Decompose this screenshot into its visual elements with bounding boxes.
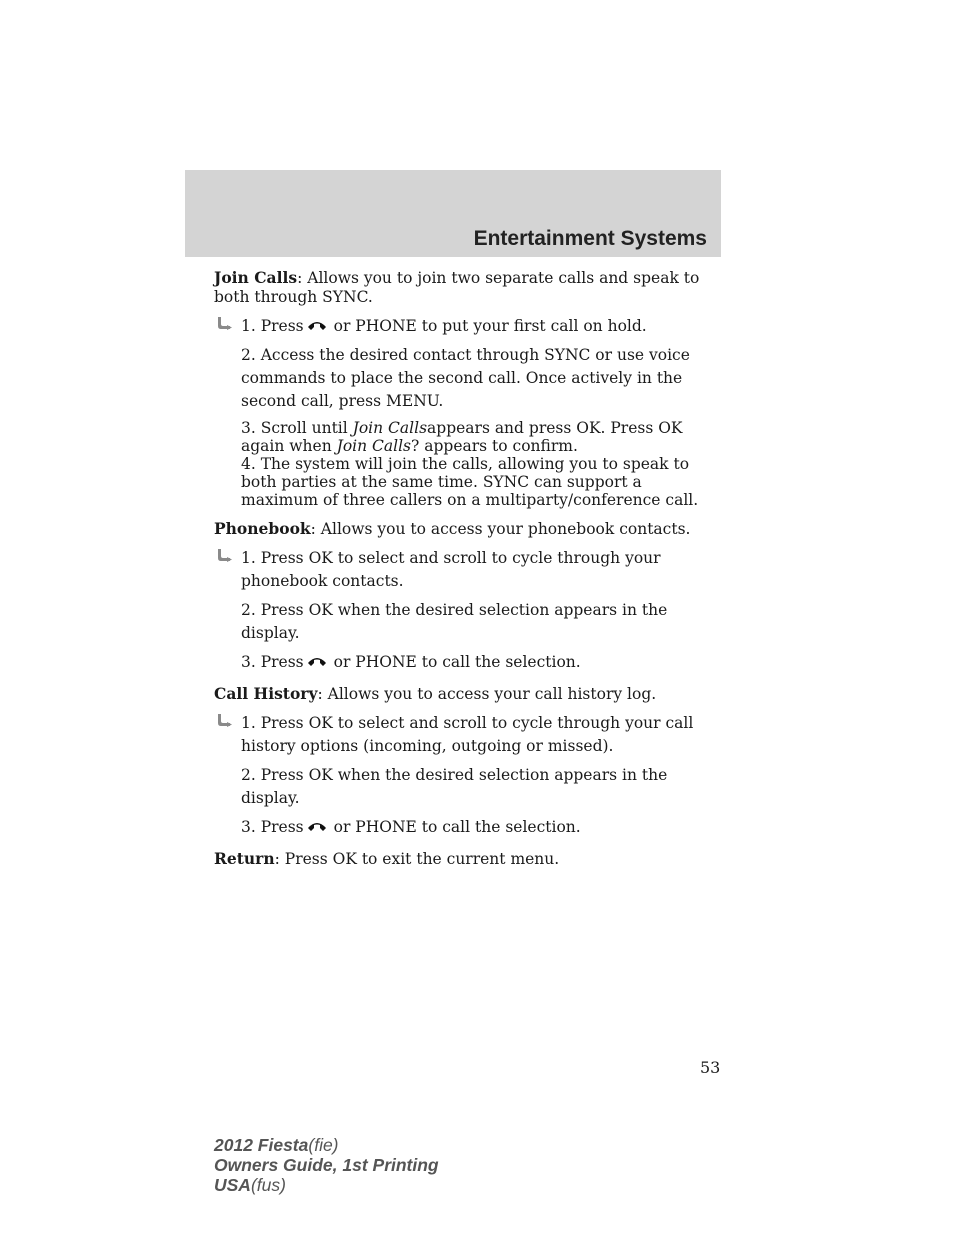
join-calls-step-3: 3. Scroll until Join Callsappears and press OK. Press OK again when Join Calls? appears to confirm. [241,419,683,455]
phone-icon [306,318,328,332]
page-content [214,268,714,875]
call-history-definition [214,684,714,704]
pointing-hand-icon [216,713,233,729]
phonebook-step-1: 1. Press OK to select and scroll to cycle through your phonebook contacts. [241,549,661,590]
footer-line-model: 2012 Fiesta(fie) [214,1135,339,1155]
return-definition [214,849,714,869]
call-history-steps [214,712,714,839]
phonebook-step-3: 3. Press or PHONE to call the selection. [241,653,581,671]
phonebook-term: Phonebook [214,519,311,538]
join-calls-step-4: 4. The system will join the calls, allowing you to speak to both parties at the same time. SYNC can support a maximum of three callers on a multiparty/conference call. [241,455,699,509]
join-calls-desc: : Allows you to join two separate calls and speak to both through SYNC. [214,269,700,306]
section-header-band [185,170,721,257]
join-calls-step-1: 1. Press or PHONE to put your first call on hold. [241,317,647,335]
phonebook-steps [214,547,714,674]
footer-line-market: USA(fus) [214,1175,286,1195]
call-history-step-3: 3. Press or PHONE to call the selection. [241,818,581,836]
pointing-hand-icon [216,316,233,332]
join-calls-definition [214,268,714,307]
pointing-hand-icon [216,548,233,564]
return-term: Return [214,849,275,868]
call-history-term: Call History [214,684,318,703]
phonebook-step-2: 2. Press OK when the desired selection appears in the display. [241,601,668,642]
call-history-step-1: 1. Press OK to select and scroll to cycle through your call history options (incoming, outgoing or missed). [241,714,694,755]
join-calls-term: Join Calls [214,268,298,287]
phone-icon [306,654,328,668]
phonebook-desc: : Allows you to access your phonebook contacts. [310,520,691,538]
phonebook-definition [214,519,714,539]
call-history-desc: : Allows you to access your call history log. [317,685,657,703]
page-number: 53 [700,1058,721,1077]
return-desc: : Press OK to exit the current menu. [274,850,560,868]
call-history-step-2: 2. Press OK when the desired selection appears in the display. [241,766,668,807]
join-calls-steps [214,315,714,509]
phone-icon [306,819,328,833]
section-title: Entertainment Systems [473,227,707,250]
document-footer [214,1135,439,1195]
footer-line-guide: Owners Guide, 1st Printing [214,1155,439,1175]
join-calls-step-2: 2. Access the desired contact through SYNC or use voice commands to place the second call. Once actively in the second call, press MENU. [241,346,690,410]
